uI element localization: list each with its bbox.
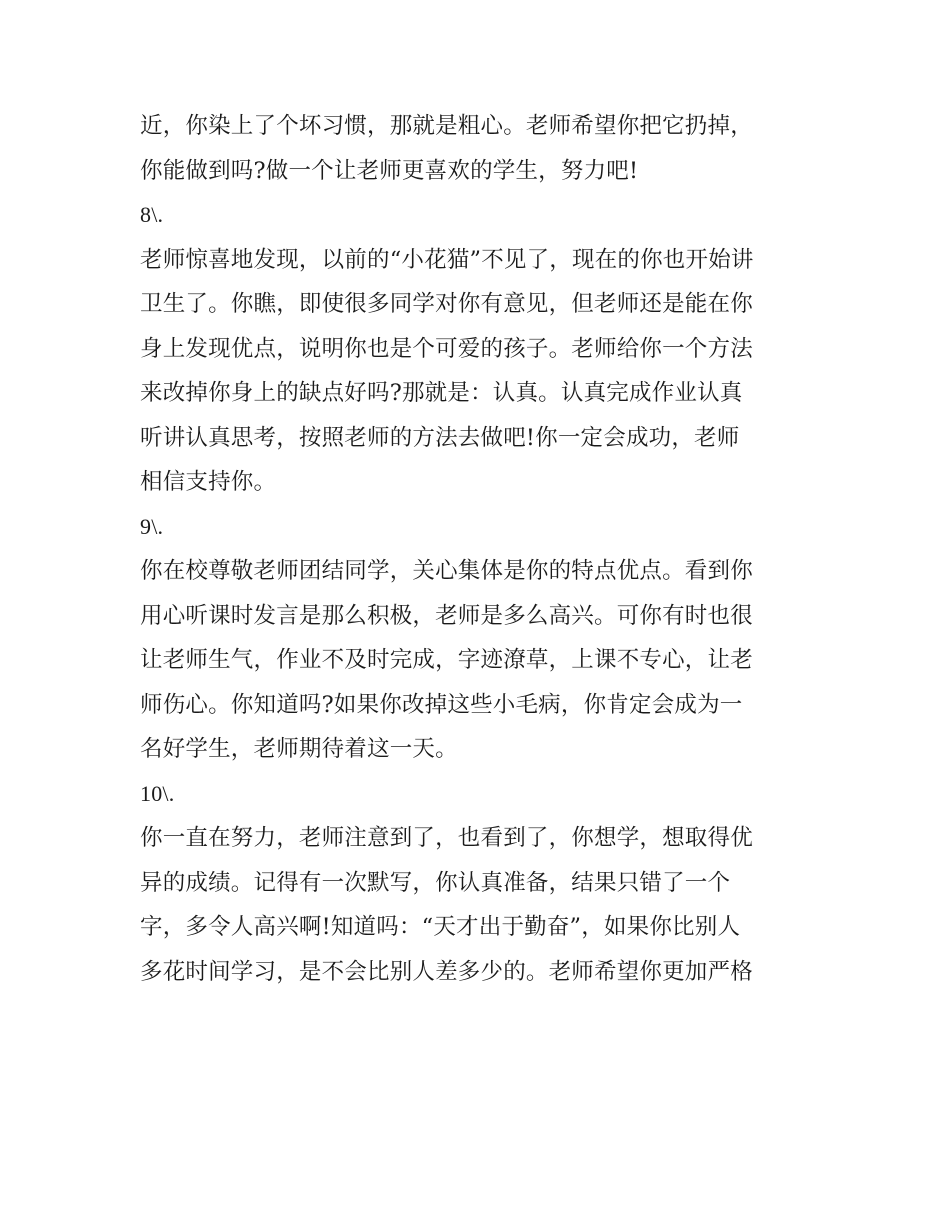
paragraph-line: 你一直在努力，老师注意到了，也看到了，你想学，想取得优 [140,825,753,851]
item-number: 10\. [140,780,175,806]
paragraph-line: 师伤心。你知道吗?如果你改掉这些小毛病，你肯定会成为一 [140,691,743,718]
paragraph-line: 你能做到吗?做一个让老师更喜欢的学生，努力吧! [140,157,639,184]
paragraph-line: 你在校尊敬老师团结同学，关心集体是你的特点优点。看到你 [140,558,753,584]
paragraph-line: 近，你染上了个坏习惯，那就是粗心。老师希望你把它扔掉， [140,113,753,139]
paragraph-line: 相信支持你。 [140,469,277,495]
paragraph-line: 让老师生气，作业不及时完成，字迹潦草，上课不专心，让老 [140,647,753,673]
paragraph-line: 多花时间学习，是不会比别人差多少的。老师希望你更加严格 [140,958,753,985]
paragraph-line: 老师惊喜地发现，以前的“小花猫”不见了，现在的你也开始讲 [140,246,754,273]
paragraph-line: 字，多令人高兴啊!知道吗：“天才出于勤奋”，如果你比别人 [140,914,741,940]
paragraph-line: 来改掉你身上的缺点好吗?那就是：认真。认真完成作业认真 [140,380,743,406]
paragraph-line: 用心听课时发言是那么积极，老师是多么高兴。可你有时也很 [140,602,753,629]
paragraph-line: 卫生了。你瞧，即使很多同学对你有意见，但老师还是能在你 [140,291,753,317]
item-number: 9\. [140,513,164,539]
paragraph-line: 异的成绩。记得有一次默写，你认真准备，结果只错了一个 [140,869,731,896]
document-body [140,109,820,999]
paragraph-line: 名好学生，老师期待着这一天。 [140,736,458,762]
item-number: 8\. [140,202,164,227]
paragraph-line: 身上发现优点，说明你也是个可爱的孩子。老师给你一个方法 [140,335,753,362]
paragraph-line: 听讲认真思考，按照老师的方法去做吧!你一定会成功，老师 [140,424,740,451]
